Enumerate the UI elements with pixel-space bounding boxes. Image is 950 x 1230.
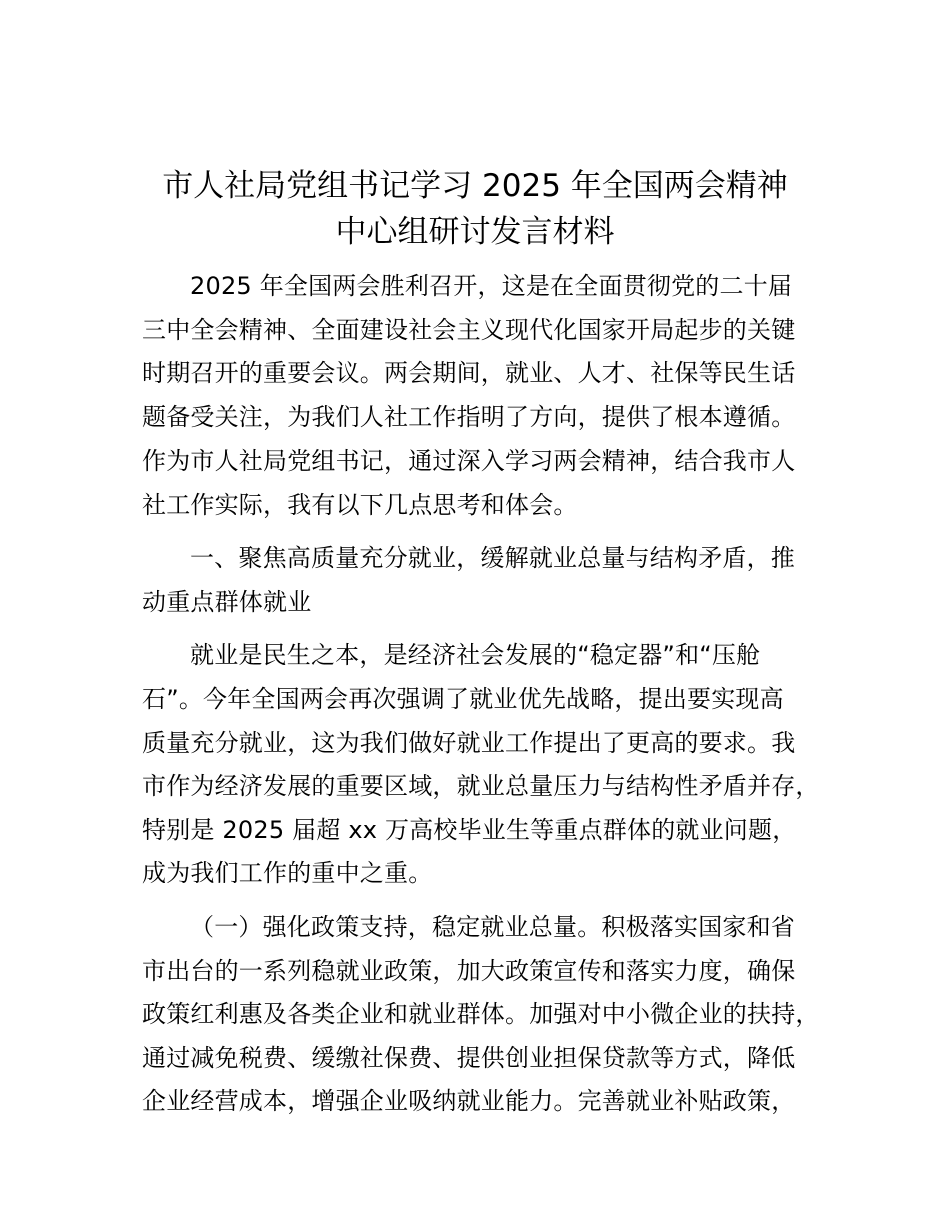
document-title-line-1: 市人社局党组书记学习 2025 年全国两会精神 [162, 168, 788, 204]
text-line: 时期召开的重要会议。两会期间，就业、人才、社保等民生话 [142, 359, 796, 387]
text-line: 质量充分就业，这为我们做好就业工作提出了更高的要求。我 [142, 729, 796, 757]
text-line: 市作为经济发展的重要区域，就业总量压力与结构性矛盾并存， [142, 772, 820, 800]
text-line: 社工作实际，我有以下几点思考和体会。 [142, 491, 578, 519]
text-line: 特别是 2025 届超 xx 万高校毕业生等重点群体的就业问题， [142, 816, 797, 844]
section-heading-line: 一、聚焦高质量充分就业，缓解就业总量与结构矛盾，推 [190, 544, 795, 572]
text-line: 企业经营成本，增强企业吸纳就业能力。完善就业补贴政策， [142, 1087, 796, 1115]
text-line: 石”。今年全国两会再次强调了就业优先战略，提出要实现高 [142, 685, 784, 713]
text-line: 成为我们工作的重中之重。 [142, 859, 433, 887]
text-line: 2025 年全国两会胜利召开，这是在全面贯彻党的二十届 [190, 272, 793, 300]
text-line: 题备受关注，为我们人社工作指明了方向，提供了根本遵循。 [142, 403, 796, 431]
text-line: 政策红利惠及各类企业和就业群体。加强对中小微企业的扶持， [142, 1000, 820, 1028]
section-heading-line: 动重点群体就业 [142, 588, 312, 616]
text-line: 三中全会精神、全面建设社会主义现代化国家开局起步的关键 [142, 316, 796, 344]
subsection-line: （一）强化政策支持，稳定就业总量。积极落实国家和省 [190, 913, 795, 941]
text-line: 作为市人社局党组书记，通过深入学习两会精神，结合我市人 [142, 447, 796, 475]
document-title-line-2: 中心组研讨发言材料 [335, 214, 615, 250]
text-line: 通过减免税费、缓缴社保费、提供创业担保贷款等方式，降低 [142, 1044, 796, 1072]
text-line: 市出台的一系列稳就业政策，加大政策宣传和落实力度，确保 [142, 957, 796, 985]
text-line: 就业是民生之本，是经济社会发展的“稳定器”和“压舱 [190, 641, 761, 669]
